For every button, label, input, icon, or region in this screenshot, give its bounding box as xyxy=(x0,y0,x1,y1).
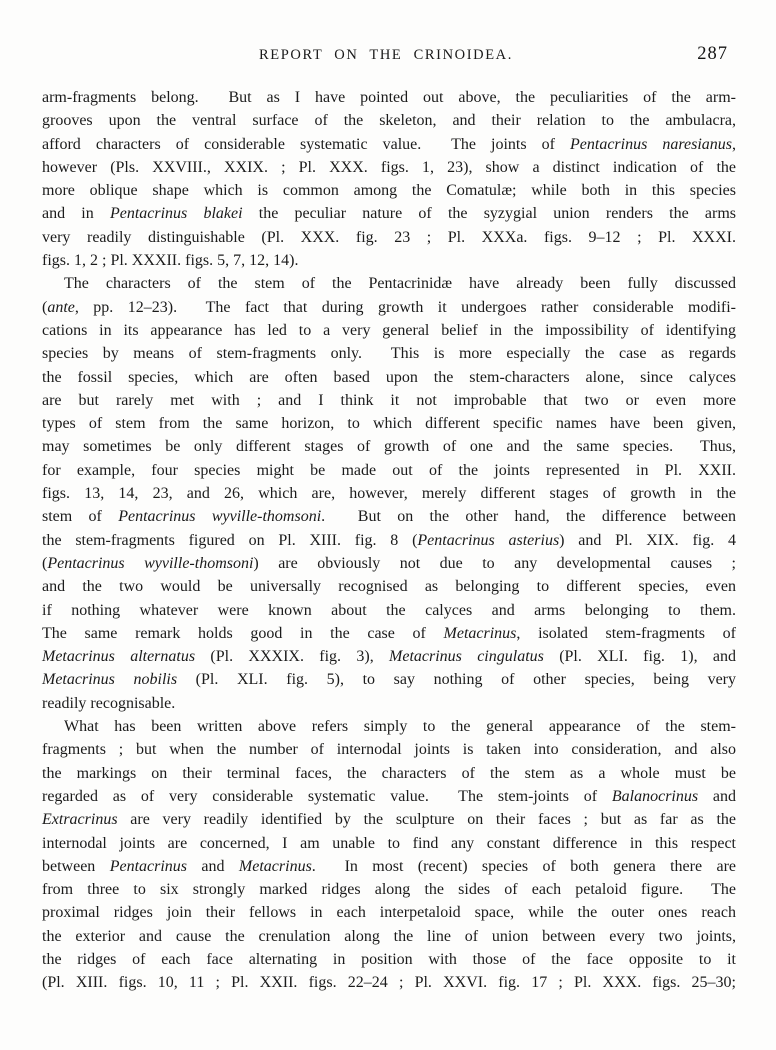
text-segment: afford characters of considerable systematic value. The joints of xyxy=(42,135,570,153)
text-segment: the peculiar nature of the syzygial union renders the arms xyxy=(242,205,737,223)
text-line xyxy=(42,133,736,156)
text-line xyxy=(42,366,736,389)
text-segment: between xyxy=(42,857,110,875)
text-segment: the fossil species, which are often based upon the stem-characters alone, since calyces xyxy=(42,368,736,386)
text-segment: regarded as of very considerable systematic value. The stem-joints of xyxy=(42,787,612,805)
text-segment: the stem-fragments figured on Pl. XIII. fig. 8 ( xyxy=(42,531,418,549)
body-text xyxy=(42,86,736,995)
text-line xyxy=(42,202,736,225)
text-line xyxy=(42,878,736,901)
text-line xyxy=(42,575,736,598)
text-line xyxy=(42,855,736,878)
text-segment: internodal joints are concerned, I am unable to find any constant difference in this respect xyxy=(42,834,736,852)
text-segment: (Pl. XLI. fig. 1), and xyxy=(543,648,737,666)
text-segment: and xyxy=(698,787,736,805)
text-line xyxy=(42,715,736,738)
text-line xyxy=(42,622,736,645)
text-segment: and xyxy=(187,857,239,875)
text-segment: The characters of the stem of the Pentacrinidæ have already been fully discussed xyxy=(64,275,736,293)
species-name: Pentacrinus naresianus xyxy=(570,135,733,153)
text-line xyxy=(42,226,736,249)
text-line xyxy=(42,645,736,668)
running-title: REPORT ON THE CRINOIDEA. xyxy=(259,47,513,63)
text-segment: and in xyxy=(42,205,110,223)
species-name: Metacrinus cingulatus xyxy=(389,648,544,666)
text-segment: ( xyxy=(42,554,48,572)
text-segment: proximal ridges join their fellows in each interpetaloid space, while the outer ones reach xyxy=(42,904,736,922)
species-name: Pentacrinus xyxy=(109,857,188,875)
text-line xyxy=(42,785,736,808)
text-line xyxy=(42,389,736,412)
text-line xyxy=(42,738,736,761)
text-line xyxy=(42,529,736,552)
text-segment: the exterior and cause the crenulation along the line of union between every two joints, xyxy=(42,927,736,945)
text-segment: . But on the other hand, the difference between xyxy=(321,508,737,526)
text-line xyxy=(42,552,736,575)
text-line xyxy=(42,412,736,435)
page-number: 287 xyxy=(697,44,728,64)
species-name: Extracrinus xyxy=(42,811,118,829)
text-line xyxy=(42,948,736,971)
species-name: Pentacrinus asterius xyxy=(417,531,560,549)
text-line xyxy=(42,86,736,109)
text-line xyxy=(42,249,736,272)
species-name: Pentacrinus blakei xyxy=(109,205,243,223)
text-line xyxy=(42,319,736,342)
text-segment: species by means of stem-fragments only. This is more especially the case as regards xyxy=(42,345,736,363)
species-name: Metacrinus xyxy=(238,857,312,875)
text-segment: , xyxy=(732,135,737,153)
text-line xyxy=(42,459,736,482)
text-segment: stem of xyxy=(42,508,119,526)
species-name: Pentacrinus wyville-thomsoni xyxy=(47,554,254,572)
text-segment: figs. 13, 14, 23, and 26, which are, however, merely different stages of growth in the xyxy=(42,485,736,503)
text-segment: however (Pls. XXVIII., XXIX. ; Pl. XXX. figs. 1, 23), show a distinct indication of the xyxy=(42,158,736,176)
text-segment: if nothing whatever were known about the calyces and arms belonging to them. xyxy=(42,601,736,619)
text-line xyxy=(42,668,736,691)
text-line xyxy=(42,435,736,458)
text-segment: ) are obviously not due to any developmental causes ; xyxy=(253,554,736,572)
text-segment: fragments ; but when the number of internodal joints is taken into consideration, and also xyxy=(42,741,736,759)
text-segment: arm-fragments belong. But as I have pointed out above, the peculiarities of the arm- xyxy=(42,89,736,106)
text-line xyxy=(42,762,736,785)
species-name: Pentacrinus wyville-thomsoni xyxy=(118,508,322,526)
text-line xyxy=(42,808,736,831)
text-segment: grooves upon the ventral surface of the skeleton, and their relation to the ambulacra, xyxy=(42,112,736,130)
text-segment: (Pl. XIII. figs. 10, 11 ; Pl. XXII. figs. 22–24 ; Pl. XXVI. fig. 17 ; Pl. XXX. figs. 25–30; xyxy=(42,974,736,992)
text-line xyxy=(42,179,736,202)
text-line xyxy=(42,296,736,319)
text-segment: for example, four species might be made out of the joints represented in Pl. XXII. xyxy=(42,461,736,479)
text-line xyxy=(42,599,736,622)
text-segment: the markings on their terminal faces, the characters of the stem as a whole must be xyxy=(42,764,736,782)
text-segment: more oblique shape which is common among the Comatulæ; while both in this species xyxy=(42,182,736,200)
text-line xyxy=(42,832,736,855)
text-line xyxy=(42,342,736,365)
text-segment: ( xyxy=(42,298,48,316)
text-line xyxy=(42,505,736,528)
text-segment: very readily distinguishable (Pl. XXX. fig. 23 ; Pl. XXXa. figs. 9–12 ; Pl. XXXI. xyxy=(42,228,736,246)
species-name: Metacrinus xyxy=(443,624,517,642)
paragraph xyxy=(42,715,736,995)
text-segment: What has been written above refers simply to the general appearance of the stem- xyxy=(64,718,736,736)
text-segment: figs. 1, 2 ; Pl. XXXII. figs. 5, 7, 12, 14). xyxy=(42,252,299,270)
species-name: Metacrinus alternatus xyxy=(42,648,196,666)
text-segment: ) and Pl. XIX. fig. 4 xyxy=(559,531,736,549)
paragraph xyxy=(42,272,736,715)
species-name: Balanocrinus xyxy=(611,787,699,805)
text-segment: the ridges of each face alternating in position with those of the face opposite to it xyxy=(42,950,736,968)
text-segment: readily recognisable. xyxy=(42,694,176,712)
text-line xyxy=(42,925,736,948)
text-line xyxy=(42,971,736,994)
text-segment: from three to six strongly marked ridges along the sides of each petaloid figure. The xyxy=(42,881,736,899)
page-header xyxy=(42,44,730,68)
text-segment: , pp. 12–23). The fact that during growth it undergoes rather considerable modifi- xyxy=(74,298,736,316)
text-segment: may sometimes be only different stages of growth of one and the same species. Thus, xyxy=(42,438,736,456)
text-segment: The same remark holds good in the case of xyxy=(42,624,444,642)
species-name: Metacrinus nobilis xyxy=(42,671,178,689)
text-segment: (Pl. XLI. fig. 5), to say nothing of other species, being very xyxy=(177,671,736,689)
text-segment: (Pl. XXXIX. fig. 3), xyxy=(195,648,390,666)
text-line xyxy=(42,156,736,179)
text-segment: , isolated stem-fragments of xyxy=(516,624,737,642)
text-segment: types of stem from the same horizon, to which different specific names have been given, xyxy=(42,415,736,433)
species-name: ante xyxy=(47,298,75,316)
text-segment: are but rarely met with ; and I think it not improbable that two or even more xyxy=(42,391,736,409)
text-line xyxy=(42,109,736,132)
text-segment: . In most (recent) species of both genera there are xyxy=(311,857,736,875)
text-line xyxy=(42,272,736,295)
text-segment: and the two would be universally recognised as belonging to different species, even xyxy=(42,578,736,596)
text-segment: cations in its appearance has led to a very general belief in the impossibility of identifying xyxy=(42,321,736,339)
paragraph xyxy=(42,86,736,272)
text-segment: are very readily identified by the sculpture on their faces ; but as far as the xyxy=(117,811,736,829)
text-line xyxy=(42,482,736,505)
text-line xyxy=(42,692,736,715)
text-line xyxy=(42,901,736,924)
